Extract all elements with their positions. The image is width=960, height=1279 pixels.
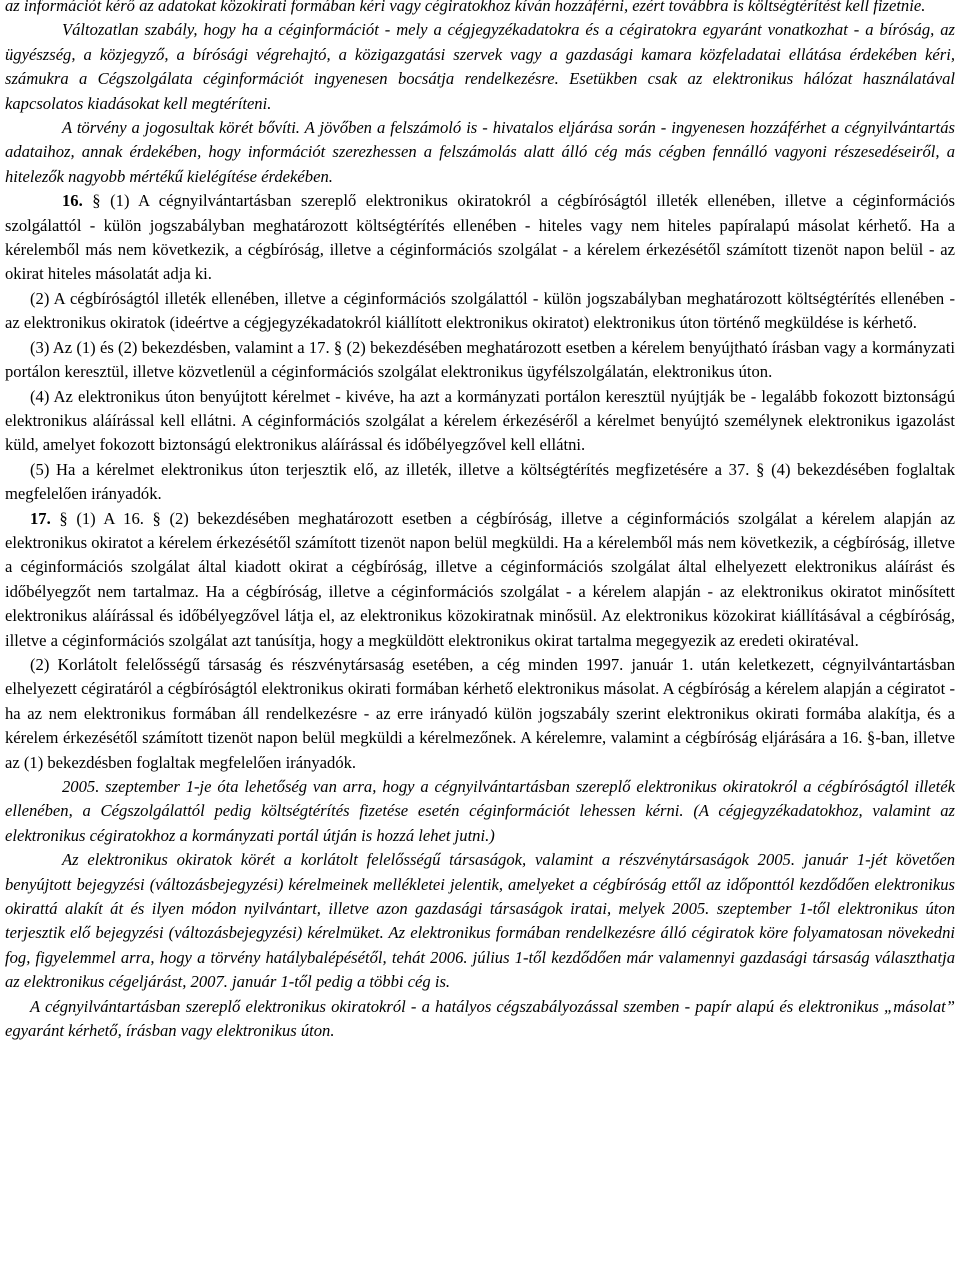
section-16-paragraph-3: (3) Az (1) és (2) bekezdésben, valamint a 17. § (2) bekezdésében meghatározott esetben a kérelem benyújtható írásban vagy a kormányzati portálon keresztül, illetve közvetlenül a céginformációs szolgálat elektronikus ügyfélszolgálatán, elektronikus úton. [5,337,955,382]
comment-paragraph: Az elektronikus okiratok körét a korlátolt felelősségű társaságok, valamint a részvénytársaságok 2005. január 1-jét követően benyújtott bejegyzési (változásbejegyzési) kérelmeinek mellékletei jelentik, amelyeket a cégbíróság ettől az időponttól kezdődően elektronikus okirattá alakít át és ilyen módon nyilvántart, illetve azon gazdasági társaságok iratai, melyek 2005. szeptember 1-től elektronikus úton terjesztik elő bejegyzési (változásbejegyzési) kérelmüket. Az elektronikus formában rendelkezésre álló cégiratok köre folyamatosan növekedni fog, figyelemmel arra, hogy a törvény hatálybalépésétől, tehát 2006. július 1-től kezdődően már valamennyi gazdasági társaság választhatja az elektronikus cégeljárást, 2007. január 1-től pedig a többi cég is. [5,850,955,992]
section-text: § (1) A 16. § (2) bekezdésében meghatározott esetben a cégbíróság, illetve a céginformációs szolgálat a kérelem alapján az elektronikus okiratot a kérelem érkezésétől számított tizenöt napon belül megküldi. Ha a kérelemből más nem következik, a cégbíróság, illetve a céginformációs szolgálat által kiadott okirat a cégbíróság, illetve a céginformációs szolgálat által elhelyezett elektronikus aláírást és időbélyegzőt nem tartalmaz. Ha a cégbíróság, illetve a céginformációs szolgálat - a kérelem alapján - az elektronikus okiratot minősített elektronikus aláírással és időbélyegzővel látja el, az elektronikus közokiratnak minősül. Az elektronikus közokirat kiállításával a cégbíróság, illetve a céginformációs szolgálat azt tanúsítja, hogy a megküldött elektronikus okirat tartalma megegyezik az eredeti okiratéval. [5,508,955,650]
section-number: 17. [30,508,51,528]
section-text: § (1) A cégnyilvántartásban szereplő elektronikus okiratokról a cégbíróságtól illeték ellenében, illetve a céginformációs szolgálattól - külön jogszabályban meghatározott költségtérítés ellenében - hiteles vagy nem hiteles papíralapú másolat kérhető. Ha a kérelemből más nem következik, a cégbíróság, illetve a céginformációs szolgálat - a kérelem érkezésétől számított tizenöt napon belül - az okirat hiteles másolatát adja ki. [5,191,955,284]
comment-paragraph: Változatlan szabály, hogy ha a céginformációt - mely a cégjegyzékadatokra és a cégiratokra egyaránt vonatkozhat - a bíróság, az ügyészség, a közjegyző, a bírósági végrehajtó, a közigazgatási szervek vagy a gazdasági kamara közfeladatai ellátása érdekében kéri, számukra a Cégszolgálata céginformációt ingyenesen bocsátja rendelkezésre. Esetükben csak az elektronikus hálózat használatával kapcsolatos kiadásokat kell megtéríteni. [5,20,955,113]
section-17-paragraph-2: (2) Korlátolt felelősségű társaság és részvénytársaság esetében, a cég minden 1997. január 1. után keletkezett, cégnyilvántartásban elhelyezett cégiratáról a cégbíróságtól elektronikus okirati formában kérhető elektronikus másolat. A cégbíróság a kérelem alapján a cégiratot - ha az nem elektronikus formában áll rendelkezésre - az erre irányadó külön jogszabály szerint elektronikus okirati formába alakítja, és a kérelem érkezésétől számított tizenöt napon belül megküldi a kérelmezőnek. A kérelemre, valamint a cégbíróság eljárására a 16. §-ban, illetve az (1) bekezdésben foglaltak megfelelően irányadók. [5,654,955,772]
section-17-paragraph-1 [5,507,955,653]
comment-paragraph: A cégnyilvántartásban szereplő elektronikus okiratokról - a hatályos cégszabályozással szemben - papír alapú és elektronikus „másolat” egyaránt kérhető, írásban vagy elektronikus úton. [5,996,955,1041]
section-number: 16. [62,191,83,211]
document-page [5,0,955,1043]
comment-paragraph: az információt kérő az adatokat közokirati formában kéri vagy cégiratokhoz kíván hozzáférni, ezért továbbra is költségtérítést kell fizetnie. [5,0,926,15]
comment-paragraph: A törvény a jogosultak körét bővíti. A jövőben a felszámoló is - hivatalos eljárása során - ingyenesen hozzáférhet a cégnyilvántartás adataihoz, annak érdekében, hogy információt szerezhessen a felszámolás alatt álló cég más cégben fennálló vagyoni részesedéseiről, a hitelezők nagyobb mértékű kielégítése érdekében. [5,118,955,186]
comment-paragraph: 2005. szeptember 1-je óta lehetőség van arra, hogy a cégnyilvántartásban szereplő elektronikus okiratokról a cégbíróságtól illeték ellenében, a Cégszolgálattól pedig költségtérítés fizetése esetén céginformációt lehessen kérni. (A cégjegyzékadatokhoz, valamint az elektronikus cégiratokhoz a kormányzati portál útján is hozzá lehet jutni.) [5,777,955,845]
section-16-paragraph-1 [5,189,955,287]
section-16-paragraph-4: (4) Az elektronikus úton benyújtott kérelmet - kivéve, ha azt a kormányzati portálon keresztül nyújtják be - legalább fokozott biztonságú elektronikus aláírással kell ellátni. A céginformációs szolgálat a kérelem érkezéséről a kérelmet benyújtó személynek elektronikus igazolást küld, amelyet fokozott biztonságú elektronikus aláírással és időbélyegzővel kell ellátni. [5,386,955,455]
section-16-paragraph-2: (2) A cégbíróságtól illeték ellenében, illetve a céginformációs szolgálattól - külön jogszabályban meghatározott költségtérítés ellenében - az elektronikus okiratok (ideértve a cégjegyzékadatokról kiállított elektronikus okiratot) elektronikus úton történő megküldése is kérhető. [5,288,955,333]
section-16-paragraph-5: (5) Ha a kérelmet elektronikus úton terjesztik elő, az illeték, illetve a költségtérítés megfizetésére a 37. § (4) bekezdésében foglaltak megfelelően irányadók. [5,459,955,504]
